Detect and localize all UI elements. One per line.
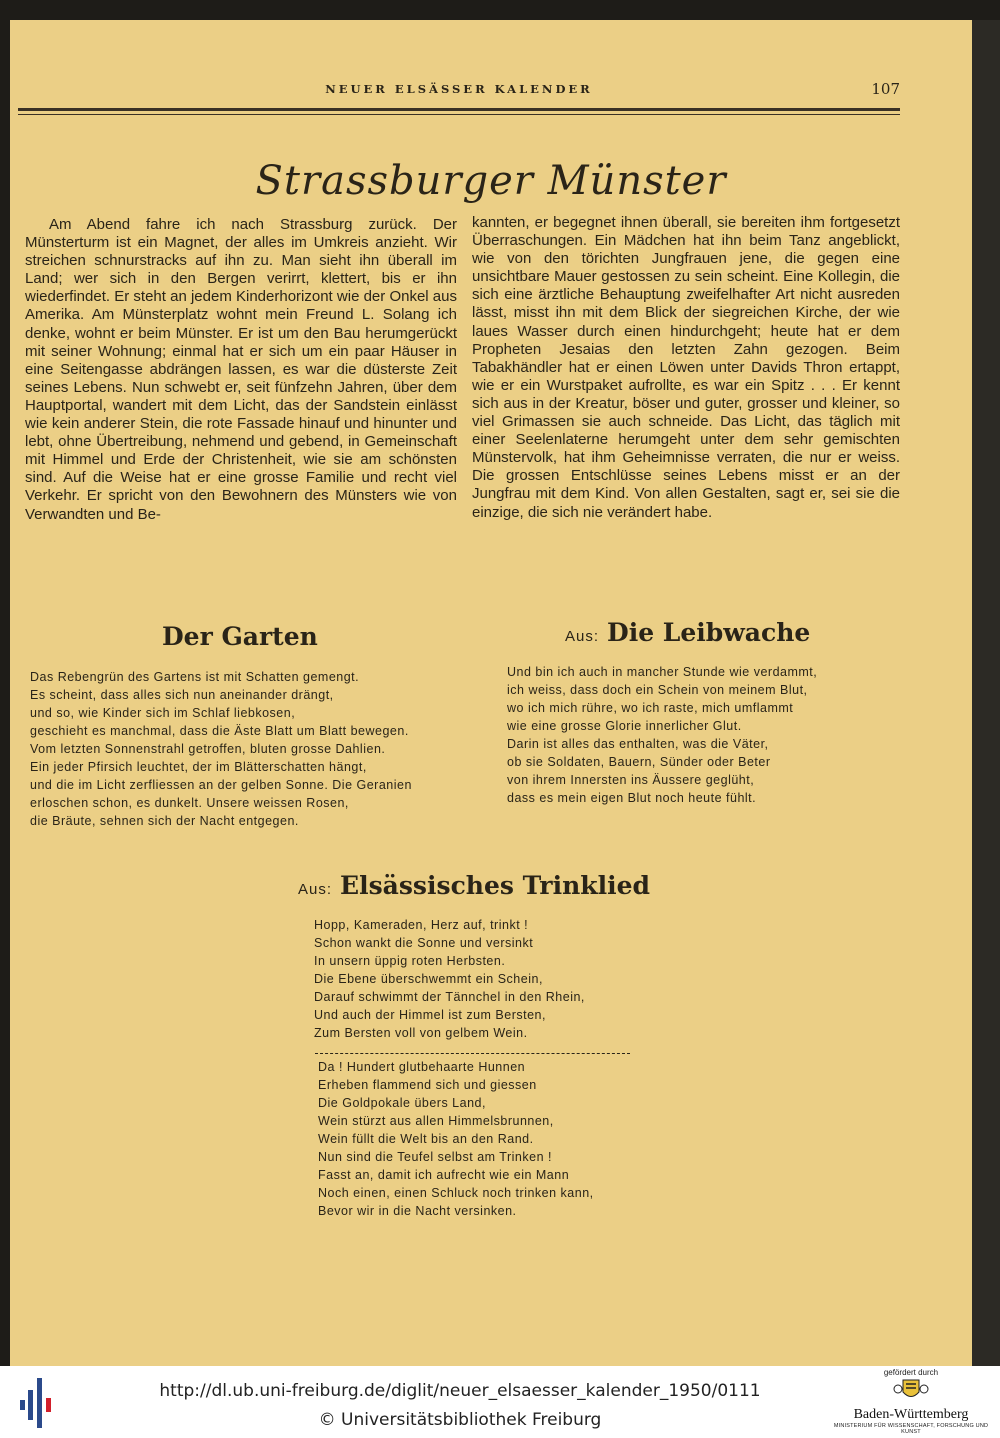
- poem-line: Und bin ich auch in mancher Stunde wie verdammt,: [507, 665, 818, 679]
- poem-line: und so, wie Kinder sich im Schlaf liebkosen,: [30, 706, 296, 720]
- poem-line: Darauf schwimmt der Tännchel in den Rhein,: [314, 990, 585, 1004]
- page-number: 107: [871, 80, 900, 98]
- leibwache-prefix: Aus:: [565, 628, 600, 645]
- book-binding-edge: [972, 20, 1000, 1366]
- poem-line: Zum Bersten voll von gelbem Wein.: [314, 1026, 528, 1040]
- poem-line: Darin ist alles das enthalten, was die Väter,: [507, 737, 769, 751]
- trinklied-stanza-1: [314, 916, 585, 1042]
- poem-line: Noch einen, einen Schluck noch trinken kann,: [318, 1186, 594, 1200]
- poem-line: Bevor wir in die Nacht versinken.: [318, 1204, 517, 1218]
- footer-bar: [0, 1366, 1000, 1438]
- sponsor-label: gefördert durch: [883, 1368, 939, 1377]
- running-header: [18, 80, 900, 100]
- poem-line: von ihrem Innersten ins Äussere geglüht,: [507, 773, 755, 787]
- trinklied-heading: [298, 871, 650, 900]
- poem-line: Ein jeder Pfirsich leuchtet, der im Blätterschatten hängt,: [30, 760, 367, 774]
- poem-line: Wein stürzt aus allen Himmelsbrunnen,: [318, 1114, 554, 1128]
- article-paragraph-1: Am Abend fahre ich nach Strassburg zurück. Der Münsterturm ist ein Magnet, der alles im Umkreis anzieht. Wir streichen schnurstracks auf ihn zu. Man sieht ihn überall im Land; wer sich in den Bergen verirrt, klettert, bis er ihn wiederfindet. Er steht an jedem Kinderhorizont wie der Onkel aus Amerika. Am Münsterplatz wohnt mein Freund L. Solang ich denke, wohnt er beim Münster. Er ist um den Bau herumgerückt mit seiner Wohnung; einmal hat er sich um ein paar Häuser in eine Seitengasse abdrängen lassen, es war die düsterste Zeit seines Lebens. Nun schwebt er, seit fünfzehn Jahren, über dem Hauptportal, wandert mit dem Licht, das der Sandstein einlässt wie kein anderer Stein, die rote Fassade hinauf und hinunter und lebt, ohne Übertreibung, nehmend und gebend, in Gemeinschaft mit Himmel und Erde der Christenheit, wie sie am schönsten sind. Auf die Weise hat er eine grosse Familie und recht viel Verkehr. Er spricht von den Bewohnern des Münsters wie von Verwandten und Be-: [25, 216, 457, 523]
- poem-line: In unsern üppig roten Herbsten.: [314, 954, 506, 968]
- poem-line: Die Ebene überschwemmt ein Schein,: [314, 972, 543, 986]
- leibwache-title: Die Leibwache: [607, 618, 811, 647]
- header-rule-thin: [18, 114, 900, 115]
- poem-line: ob sie Soldaten, Bauern, Sünder oder Beter: [507, 755, 771, 769]
- poem-line: ich weiss, dass doch ein Schein von meinem Blut,: [507, 683, 808, 697]
- trinklied-prefix: Aus:: [298, 881, 333, 898]
- footer-copyright: © Universitätsbibliothek Freiburg: [318, 1410, 602, 1430]
- poem-line: geschieht es manchmal, dass die Äste Blatt um Blatt bewegen.: [30, 724, 409, 738]
- poem-line: Schon wankt die Sonne und versinkt: [314, 936, 534, 950]
- trinklied-title: Elsässisches Trinklied: [340, 871, 650, 900]
- poem-line: Das Rebengrün des Gartens ist mit Schatten gemengt.: [30, 670, 360, 684]
- stanza-divider: [315, 1053, 630, 1054]
- trinklied-stanza-2: [318, 1058, 594, 1220]
- poem-line: Da ! Hundert glutbehaarte Hunnen: [318, 1060, 526, 1074]
- footer-url-link[interactable]: http://dl.ub.uni-freiburg.de/diglit/neuer_elsaesser_kalender_1950/0111: [159, 1381, 761, 1401]
- article-column-1: [25, 216, 457, 524]
- poem-line: Und auch der Himmel ist zum Bersten,: [314, 1008, 546, 1022]
- poem-line: Fasst an, damit ich aufrecht wie ein Mann: [318, 1168, 570, 1182]
- coat-of-arms-icon: [893, 1377, 929, 1403]
- poem-line: wo ich mich rühre, wo ich raste, mich umflammt: [507, 701, 794, 715]
- poem-line: Es scheint, dass alles sich nun aneinander drängt,: [30, 688, 334, 702]
- garten-title: Der Garten: [162, 622, 318, 651]
- leibwache-poem: [507, 663, 817, 807]
- poem-line: erloschen schon, es dunkelt. Unsere weissen Rosen,: [30, 796, 349, 810]
- poem-line: Die Goldpokale übers Land,: [318, 1096, 486, 1110]
- poem-line: Hopp, Kameraden, Herz auf, trinkt !: [314, 918, 529, 932]
- poem-line: und die im Licht zerfliessen an der gelben Sonne. Die Geranien: [30, 778, 412, 792]
- poem-line: die Bräute, sehnen sich der Nacht entgegen.: [30, 814, 299, 828]
- sponsor-block: [826, 1368, 996, 1436]
- garten-poem: [30, 668, 412, 830]
- poem-line: Wein füllt die Welt bis an den Rand.: [318, 1132, 534, 1146]
- poem-line: wie eine grosse Glorie innerlicher Glut.: [507, 719, 742, 733]
- sponsor-subtitle: MINISTERIUM FÜR WISSENSCHAFT, FORSCHUNG UND KUNST: [833, 1423, 989, 1435]
- article-column-2: [472, 214, 900, 522]
- scanned-page: [10, 20, 972, 1366]
- article-paragraph-2: kannten, er begegnet ihnen überall, sie bereiten ihm fortgesetzt Überraschungen. Ein Mädchen hat ihn beim Tanz angeblickt, wie von den törichten Jungfrauen jene, die gegen eine unsichtbare Mauer gestossen zu sein scheint. Eine Kollegin, die sich eine ärztliche Behauptung zweifelhafter Art nicht ausreden lässt, misst ihn mit dem Blick der siegreichen Kirche, der wie laues Wasser durch einen hindurchgeht; heute hat er dem Propheten Jesaias den letzten Zahn gezogen. Beim Tabakhändler hat er einen Löwen unter Davids Thron ertappt, wie er ein Wurstpaket aufrollte, es war ein Spitz . . . Er kennt sich aus in der Kreatur, böser und guter, grosser und kleiner, so viel Grimassen sie auch schneide. Das Licht, das täglich mit einer Seelenlaterne herumgeht unter dem sehr gemischten Münstervolk, hat ihm Geheimnisse verraten, die nur er weiss. Die grossen Entschlüsse seines Lebens misst er an der Jungfrau mit dem Kind. Von allen Gestalten, sagt er, sei sie die einzige, die sich nie verändert habe.: [472, 214, 900, 521]
- poem-line: Nun sind die Teufel selbst am Trinken !: [318, 1150, 552, 1164]
- leibwache-heading: [565, 618, 810, 647]
- poem-line: Erheben flammend sich und giessen: [318, 1078, 537, 1092]
- article-title: Strassburger Münster: [255, 158, 727, 204]
- poem-line: Vom letzten Sonnenstrahl getroffen, bluten grosse Dahlien.: [30, 742, 386, 756]
- poem-line: dass es mein eigen Blut noch heute fühlt.: [507, 791, 757, 805]
- running-title: NEUER ELSÄSSER KALENDER: [325, 82, 593, 96]
- header-rule: [18, 108, 900, 111]
- sponsor-name: Baden-Württemberg: [853, 1407, 969, 1422]
